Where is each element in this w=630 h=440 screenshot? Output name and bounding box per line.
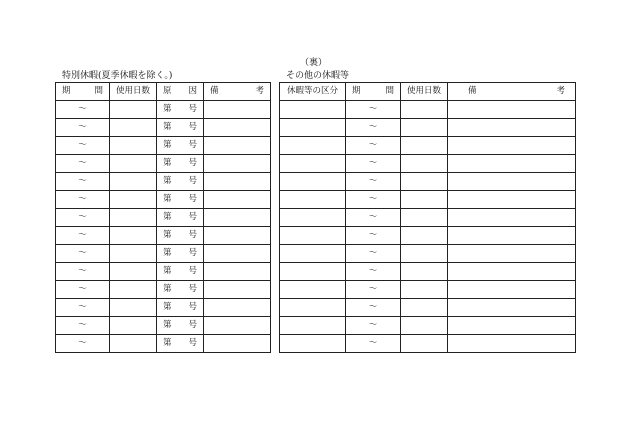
period-tilde: 〜 (78, 194, 87, 204)
remarks-cell[interactable] (204, 263, 271, 281)
leave-type-cell[interactable] (280, 281, 346, 299)
days-used-cell[interactable] (110, 191, 157, 209)
other-leave-table (279, 82, 576, 353)
days-used-cell[interactable] (401, 119, 448, 137)
period-tilde: 〜 (78, 320, 87, 330)
period-tilde: 〜 (368, 248, 378, 258)
reason-prefix: 第 (163, 158, 172, 168)
days-used-cell[interactable] (401, 227, 448, 245)
period-cell[interactable] (56, 299, 110, 317)
table-row (280, 281, 576, 299)
table-row (280, 263, 576, 281)
table-row (280, 137, 576, 155)
reason-prefix: 第 (163, 212, 172, 222)
remarks-header: 備 考 (448, 83, 576, 101)
remarks-cell[interactable] (204, 173, 271, 191)
reason-cell[interactable] (157, 119, 204, 137)
period-cell[interactable] (56, 281, 110, 299)
leave-type-cell[interactable] (280, 245, 346, 263)
period-cell[interactable] (346, 281, 401, 299)
table-row (280, 173, 576, 191)
reason-prefix: 第 (163, 176, 172, 186)
table-row (280, 227, 576, 245)
reason-prefix: 第 (163, 320, 172, 330)
reason-cell[interactable] (157, 101, 204, 119)
other-leave-title: その他の休暇等 (286, 71, 350, 81)
days-used-cell[interactable] (401, 245, 448, 263)
remarks-cell[interactable] (448, 245, 576, 263)
remarks-cell[interactable] (448, 191, 576, 209)
period-cell[interactable] (346, 191, 401, 209)
days-used-cell[interactable] (110, 245, 157, 263)
table-row (56, 119, 271, 137)
period-cell[interactable] (56, 335, 110, 353)
table-row (56, 137, 271, 155)
reason-header: 原 因 (157, 83, 204, 101)
period-cell[interactable] (346, 155, 401, 173)
period-cell[interactable] (346, 101, 401, 119)
period-cell[interactable] (56, 155, 110, 173)
reason-cell[interactable] (157, 263, 204, 281)
days-used-cell[interactable] (110, 209, 157, 227)
remarks-cell[interactable] (204, 281, 271, 299)
remarks-cell[interactable] (204, 335, 271, 353)
days-used-cell[interactable] (110, 335, 157, 353)
remarks-cell[interactable] (448, 317, 576, 335)
period-tilde: 〜 (78, 338, 87, 348)
days-used-cell[interactable] (401, 281, 448, 299)
days-used-cell[interactable] (110, 101, 157, 119)
days-used-cell[interactable] (110, 227, 157, 245)
remarks-cell[interactable] (448, 119, 576, 137)
days-used-cell[interactable] (110, 317, 157, 335)
period-cell[interactable] (346, 263, 401, 281)
back-side-mark: （裏） (300, 58, 328, 68)
leave-type-cell[interactable] (280, 209, 346, 227)
remarks-cell[interactable] (204, 209, 271, 227)
period-tilde: 〜 (78, 266, 87, 276)
days-used-cell[interactable] (110, 263, 157, 281)
period-tilde: 〜 (78, 158, 87, 168)
leave-type-cell[interactable] (280, 227, 346, 245)
table-row (56, 263, 271, 281)
period-cell[interactable] (56, 137, 110, 155)
table-row (280, 299, 576, 317)
reason-prefix: 第 (163, 248, 172, 258)
period-tilde: 〜 (368, 176, 378, 186)
reason-cell[interactable] (157, 317, 204, 335)
period-tilde: 〜 (78, 302, 87, 312)
days-used-cell[interactable] (110, 137, 157, 155)
days-used-header: 使用日数 (110, 83, 157, 101)
table-row (280, 101, 576, 119)
reason-prefix: 第 (163, 302, 172, 312)
reason-prefix: 第 (163, 122, 172, 132)
table-row (56, 101, 271, 119)
period-tilde: 〜 (368, 158, 378, 168)
reason-cell[interactable] (157, 209, 204, 227)
period-cell[interactable] (56, 263, 110, 281)
days-used-cell[interactable] (401, 317, 448, 335)
reason-cell[interactable] (157, 299, 204, 317)
reason-prefix: 第 (163, 266, 172, 276)
period-tilde: 〜 (78, 212, 87, 222)
days-used-cell[interactable] (401, 137, 448, 155)
period-tilde: 〜 (78, 122, 87, 132)
period-cell[interactable] (56, 317, 110, 335)
reason-suffix: 号 (188, 284, 197, 294)
period-cell[interactable] (346, 299, 401, 317)
days-used-cell[interactable] (401, 191, 448, 209)
leave-type-cell[interactable] (280, 317, 346, 335)
period-tilde: 〜 (368, 302, 378, 312)
remarks-cell[interactable] (204, 317, 271, 335)
days-used-cell[interactable] (401, 173, 448, 191)
period-cell[interactable] (346, 173, 401, 191)
period-cell[interactable] (56, 227, 110, 245)
remarks-cell[interactable] (204, 245, 271, 263)
reason-cell[interactable] (157, 227, 204, 245)
remarks-cell[interactable] (448, 335, 576, 353)
remarks-cell[interactable] (204, 299, 271, 317)
period-cell[interactable] (346, 209, 401, 227)
days-used-cell[interactable] (401, 335, 448, 353)
days-used-cell[interactable] (110, 155, 157, 173)
table-row (56, 317, 271, 335)
reason-suffix: 号 (188, 212, 197, 222)
remarks-cell[interactable] (204, 101, 271, 119)
table-row (280, 335, 576, 353)
leave-type-cell[interactable] (280, 101, 346, 119)
special-leave-title: 特別休暇(夏季休暇を除く。) (62, 71, 173, 81)
period-tilde: 〜 (368, 122, 378, 132)
reason-prefix: 第 (163, 140, 172, 150)
table-row (280, 155, 576, 173)
days-used-cell[interactable] (401, 263, 448, 281)
reason-cell[interactable] (157, 155, 204, 173)
remarks-cell[interactable] (448, 101, 576, 119)
days-used-header: 使用日数 (401, 83, 448, 101)
remarks-cell[interactable] (204, 137, 271, 155)
period-cell[interactable] (346, 317, 401, 335)
table-row (56, 191, 271, 209)
table-row (56, 245, 271, 263)
period-cell[interactable] (56, 209, 110, 227)
table-row (280, 209, 576, 227)
reason-prefix: 第 (163, 230, 172, 240)
reason-cell[interactable] (157, 245, 204, 263)
reason-suffix: 号 (188, 140, 197, 150)
period-cell[interactable] (56, 119, 110, 137)
period-header: 期 間 (56, 83, 110, 101)
reason-suffix: 号 (188, 158, 197, 168)
special-leave-rows (56, 101, 271, 353)
table-row (56, 155, 271, 173)
leave-type-cell[interactable] (280, 299, 346, 317)
other-leave-rows (280, 101, 576, 353)
reason-suffix: 号 (188, 104, 197, 114)
remarks-cell[interactable] (448, 173, 576, 191)
leave-type-cell[interactable] (280, 191, 346, 209)
period-tilde: 〜 (78, 176, 87, 186)
leave-type-header: 休暇等の区分 (280, 83, 346, 101)
period-cell[interactable] (346, 227, 401, 245)
table-row (280, 245, 576, 263)
table-row (56, 227, 271, 245)
period-cell[interactable] (346, 137, 401, 155)
leave-type-cell[interactable] (280, 137, 346, 155)
reason-suffix: 号 (188, 320, 197, 330)
reason-prefix: 第 (163, 194, 172, 204)
remarks-header: 備 考 (204, 83, 271, 101)
period-tilde: 〜 (368, 338, 378, 348)
remarks-cell[interactable] (204, 155, 271, 173)
reason-suffix: 号 (188, 248, 197, 258)
remarks-cell[interactable] (448, 299, 576, 317)
table-row (280, 119, 576, 137)
days-used-cell[interactable] (110, 173, 157, 191)
reason-suffix: 号 (188, 266, 197, 276)
period-tilde: 〜 (78, 284, 87, 294)
remarks-cell[interactable] (448, 137, 576, 155)
leave-type-cell[interactable] (280, 263, 346, 281)
table-row (56, 173, 271, 191)
period-tilde: 〜 (368, 284, 378, 294)
reason-cell[interactable] (157, 173, 204, 191)
leave-type-cell[interactable] (280, 119, 346, 137)
remarks-cell[interactable] (204, 227, 271, 245)
period-tilde: 〜 (78, 140, 87, 150)
period-header: 期 間 (346, 83, 401, 101)
period-cell[interactable] (346, 119, 401, 137)
leave-type-cell[interactable] (280, 155, 346, 173)
reason-prefix: 第 (163, 284, 172, 294)
reason-suffix: 号 (188, 230, 197, 240)
table-row (56, 281, 271, 299)
period-tilde: 〜 (78, 230, 87, 240)
period-cell[interactable] (56, 245, 110, 263)
remarks-cell[interactable] (448, 281, 576, 299)
days-used-cell[interactable] (110, 119, 157, 137)
period-tilde: 〜 (368, 266, 378, 276)
table-row (280, 317, 576, 335)
reason-suffix: 号 (188, 122, 197, 132)
days-used-cell[interactable] (401, 101, 448, 119)
remarks-cell[interactable] (448, 209, 576, 227)
reason-cell[interactable] (157, 191, 204, 209)
period-tilde: 〜 (368, 140, 378, 150)
remarks-cell[interactable] (448, 155, 576, 173)
table-row (280, 191, 576, 209)
days-used-cell[interactable] (401, 299, 448, 317)
period-tilde: 〜 (368, 194, 378, 204)
reason-prefix: 第 (163, 338, 172, 348)
remarks-cell[interactable] (448, 263, 576, 281)
special-leave-table (55, 82, 271, 353)
reason-prefix: 第 (163, 104, 172, 114)
remarks-cell[interactable] (204, 191, 271, 209)
reason-suffix: 号 (188, 194, 197, 204)
table-row (56, 335, 271, 353)
period-tilde: 〜 (78, 248, 87, 258)
table-row (56, 209, 271, 227)
special-leave-header-row (56, 83, 271, 101)
days-used-cell[interactable] (401, 155, 448, 173)
other-leave-header-row (280, 83, 576, 101)
leave-type-cell[interactable] (280, 173, 346, 191)
reason-cell[interactable] (157, 335, 204, 353)
reason-cell[interactable] (157, 281, 204, 299)
period-cell[interactable] (346, 245, 401, 263)
period-cell[interactable] (346, 335, 401, 353)
period-tilde: 〜 (368, 212, 378, 222)
period-tilde: 〜 (78, 104, 87, 114)
table-row (56, 299, 271, 317)
period-cell[interactable] (56, 101, 110, 119)
remarks-cell[interactable] (204, 119, 271, 137)
reason-suffix: 号 (188, 302, 197, 312)
days-used-cell[interactable] (401, 209, 448, 227)
period-cell[interactable] (56, 173, 110, 191)
period-tilde: 〜 (368, 230, 378, 240)
reason-cell[interactable] (157, 137, 204, 155)
remarks-cell[interactable] (448, 227, 576, 245)
period-tilde: 〜 (368, 320, 378, 330)
period-tilde: 〜 (368, 104, 378, 114)
days-used-cell[interactable] (110, 299, 157, 317)
reason-suffix: 号 (188, 176, 197, 186)
days-used-cell[interactable] (110, 281, 157, 299)
period-cell[interactable] (56, 191, 110, 209)
reason-suffix: 号 (188, 338, 197, 348)
leave-type-cell[interactable] (280, 335, 346, 353)
